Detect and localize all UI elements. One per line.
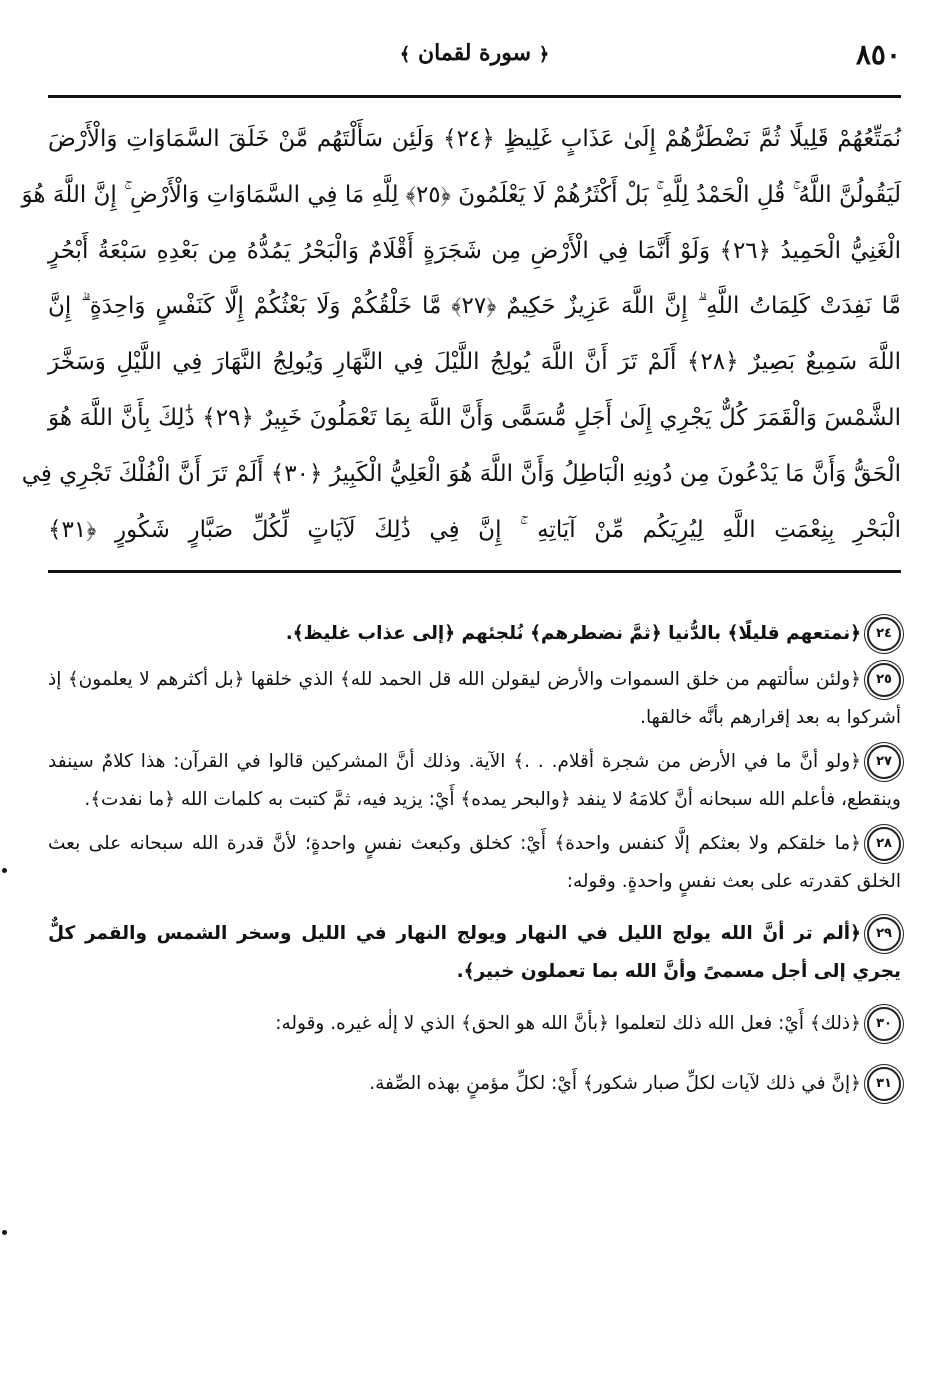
tafsir-text: ﴿ذلك﴾ أَيْ: فعل الله ذلك لتعلموا ﴿بأنَّ الله هو الحق﴾ الذي لا إلٰه غيره. وقوله: (275, 1013, 861, 1034)
verse-number-badge: ٢٩ (867, 917, 901, 951)
quran-line: الْغَنِيُّ الْحَمِيدُ ﴿٢٦﴾ وَلَوْ أَنَّمَا فِي الْأَرْضِ مِن شَجَرَةٍ أَقْلَامٌ وَالْبَحْرُ يَمُدُّهُ مِن بَعْدِهِ سَبْعَةُ أَبْحُرٍ (48, 237, 901, 264)
page-number: ٨٥٠ (855, 38, 901, 71)
quran-line: الْبَحْرِ بِنِعْمَتِ اللَّهِ لِيُرِيَكُم مِّنْ آيَاتِهِ ۚ إِنَّ فِي ذَٰلِكَ لَآيَاتٍ لِّكُلِّ صَبَّارٍ شَكُورٍ ﴿٣١﴾ (48, 516, 901, 543)
tafsir-text: ﴿ألم تر أنَّ الله يولج الليل في النهار ويولج النهار في الليل وسخر الشمس والقمر كلٌّ يجري إلى أجل مسمىً وأنَّ الله بما تعملون خبير﴾. (48, 923, 901, 982)
verse-number-badge: ٢٤ (867, 617, 901, 651)
tafsir-block (48, 615, 901, 1109)
verse-number-badge: ٢٧ (867, 745, 901, 779)
tafsir-entry (48, 743, 901, 819)
quran-line: اللَّهَ سَمِيعٌ بَصِيرٌ ﴿٢٨﴾ أَلَمْ تَرَ أَنَّ اللَّهَ يُولِجُ اللَّيْلَ فِي النَّهَارِ وَيُولِجُ النَّهَارَ فِي اللَّيْلِ وَسَخَّرَ (48, 349, 902, 376)
scan-mark (2, 868, 7, 873)
tafsir-text: ﴿ولئن سألتهم من خلق السموات والأرض ليقولن الله قل الحمد لله﴾ الذي خلقها ﴿بل أكثرهم لا يعلمون﴾ إذ أشركوا به بعد إقرارهم بأنَّه خالقها. (48, 669, 901, 728)
quran-line: لَيَقُولُنَّ اللَّهُ ۚ قُلِ الْحَمْدُ لِلَّهِ ۚ بَلْ أَكْثَرُهُمْ لَا يَعْلَمُونَ ﴿٢٥﴾ لِلَّهِ مَا فِي السَّمَاوَاتِ وَالْأَرْضِ ۚ إِنَّ اللَّهَ هُوَ (21, 181, 901, 208)
verse-number-badge: ٣٠ (867, 1007, 901, 1041)
verse-number-badge: ٢٨ (867, 827, 901, 861)
tafsir-text: ﴿ما خلقكم ولا بعثكم إلَّا كنفس واحدة﴾ أَيْ: كخلق وكبعث نفسٍ واحدةٍ؛ لأنَّ قدرة الله سبحانه على بعث الخلق كقدرته على بعث نفسٍ واحدةٍ. وقوله: (48, 833, 901, 892)
tafsir-entry (48, 615, 901, 653)
quran-text-block (21, 112, 902, 560)
tafsir-entry (48, 1065, 901, 1103)
quran-line: الْحَقُّ وَأَنَّ مَا يَدْعُونَ مِن دُونِهِ الْبَاطِلُ وَأَنَّ اللَّهَ هُوَ الْعَلِيُّ الْكَبِيرُ ﴿٣٠﴾ أَلَمْ تَرَ أَنَّ الْفُلْكَ تَجْرِي فِي (21, 460, 901, 487)
tafsir-entry (48, 661, 901, 737)
tafsir-entry (48, 1005, 901, 1043)
ornament-open: ﴿ (538, 44, 550, 65)
section-divider (48, 570, 901, 573)
quran-line: مَّا نَفِدَتْ كَلِمَاتُ اللَّهِ ۗ إِنَّ اللَّهَ عَزِيزٌ حَكِيمٌ ﴿٢٧﴾ مَّا خَلْقُكُمْ وَلَا بَعْثُكُمْ إِلَّا كَنَفْسٍ وَاحِدَةٍ ۗ إِنَّ (48, 293, 901, 320)
quran-line: الشَّمْسَ وَالْقَمَرَ كُلٌّ يَجْرِي إِلَىٰ أَجَلٍ مُّسَمًّى وَأَنَّ اللَّهَ بِمَا تَعْمَلُونَ خَبِيرٌ ﴿٢٩﴾ ذَٰلِكَ بِأَنَّ اللَّهَ هُوَ (48, 404, 901, 431)
verse-number-badge: ٣١ (867, 1067, 901, 1101)
scan-mark (2, 1230, 7, 1235)
tafsir-entry (48, 825, 901, 901)
verse-number-badge: ٢٥ (867, 663, 901, 697)
header-divider (48, 95, 901, 98)
tafsir-text: ﴿ولو أنَّ ما في الأرض من شجرة أقلام. . .﴾ الآية. وذلك أنَّ المشركين قالوا في القرآن: هذا كلامٌ سينفد وينقطع، فأعلم الله سبحانه أنَّ كلامَهُ لا ينفد ﴿والبحر يمده﴾ أَيْ: يزيد فيه، ثمَّ كتبت به كلمات الله ﴿ما نفدت﴾. (48, 751, 901, 810)
ornament-close: ﴾ (399, 44, 411, 65)
quran-line: نُمَتِّعُهُمْ قَلِيلًا ثُمَّ نَضْطَرُّهُمْ إِلَىٰ عَذَابٍ غَلِيظٍ ﴿٢٤﴾ وَلَئِن سَأَلْتَهُم مَّنْ خَلَقَ السَّمَاوَاتِ وَالْأَرْضَ (48, 126, 901, 152)
tafsir-entry (48, 915, 901, 991)
page-header (48, 38, 901, 78)
surah-title (48, 40, 901, 66)
tafsir-text: ﴿إنَّ في ذلك لآيات لكلِّ صبار شكور﴾ أَيْ: لكلِّ مؤمنٍ بهذه الصِّفة. (369, 1073, 861, 1094)
tafsir-text: ﴿نمتعهم قليلًا﴾ بالدُّنيا ﴿ثمَّ نضطرهم﴾ نُلجئهم ﴿إلى عذاب غليظ﴾. (285, 623, 861, 644)
surah-name: سورة لقمان (417, 40, 532, 66)
